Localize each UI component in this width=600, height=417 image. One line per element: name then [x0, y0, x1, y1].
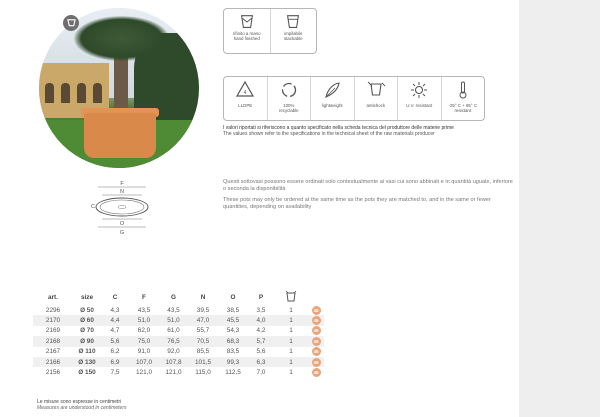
feature-hand-finished: rifinito a mano hand finished	[224, 9, 270, 53]
table-cell: 83,5	[226, 348, 240, 356]
table-cell: 54,3	[226, 327, 240, 335]
table-cell: 55,7	[196, 327, 210, 335]
table-cell	[308, 367, 324, 377]
header-pallet	[274, 289, 308, 305]
table-cell: Ø 70	[80, 327, 94, 335]
table-cell: 99,3	[218, 357, 248, 367]
table-cell: 2156	[45, 369, 61, 377]
sun-icon	[409, 80, 429, 100]
table-cell: Ø 130	[73, 357, 101, 367]
table-cell: 51,0	[159, 315, 188, 325]
table-cell: Ø 60	[73, 315, 101, 325]
table-cell: 91,0	[137, 348, 151, 356]
table-cell: 45,5	[218, 315, 248, 325]
feature-stackable: impilabile stackable	[270, 9, 317, 53]
table-cell	[308, 336, 324, 346]
feature-uv: U.V. resistant	[397, 77, 441, 120]
table-cell: 43,5	[167, 306, 180, 314]
price-badge: 45	[313, 370, 319, 376]
feature-antishock: antishock	[354, 77, 398, 120]
diagram-label-n: N	[120, 189, 124, 195]
pot-icon	[63, 15, 79, 31]
table-cell	[308, 315, 324, 325]
table-cell: 115,0	[195, 369, 211, 377]
table-cell: 92,0	[167, 348, 180, 356]
table-cell: 2296	[45, 306, 61, 314]
background-margin	[519, 0, 600, 417]
feature-material: 4 LLDPE	[224, 77, 267, 120]
header-f: F	[142, 293, 146, 301]
table-cell: 3,5	[256, 306, 266, 314]
table-cell: 4,3	[110, 306, 120, 314]
table-cell: 76,5	[159, 336, 188, 346]
thermometer-icon	[453, 80, 473, 100]
shockproof-icon	[366, 80, 386, 100]
table-cell: 4,2	[256, 327, 266, 335]
stack-pot-icon	[284, 13, 302, 31]
glazed-pot-icon	[238, 13, 256, 31]
measures-footer: Le misure sono espresse in centimetri Measures are understood in centimeters	[37, 399, 127, 411]
table-cell: 7,5	[110, 369, 120, 377]
price-badge: 45	[313, 359, 319, 365]
header-p: P	[258, 293, 264, 301]
table-cell: 5,6	[101, 336, 129, 346]
table-cell: 1	[274, 315, 308, 325]
table-cell: 61,0	[167, 327, 180, 335]
diagram-label-g: G	[119, 230, 125, 236]
table-cell	[308, 347, 324, 357]
table-cell: 6,3	[248, 357, 274, 367]
pallet-pot-icon	[284, 290, 298, 303]
materials-note: I valori riportati si riferiscono a quanto specificato nella scheda tecnica del produttore delle materie prime The values shown refer to the specifications in the technical sheet of the raw materials producer	[223, 125, 454, 137]
table-cell: 6,2	[110, 348, 120, 356]
table-cell: 2168	[33, 336, 73, 346]
table-cell: 43,5	[137, 306, 151, 314]
table-row	[33, 367, 324, 377]
table-cell: 1	[289, 306, 293, 314]
table-cell: Ø 150	[78, 369, 96, 377]
table-cell: 2169	[45, 327, 61, 335]
price-badge: 45	[313, 318, 319, 324]
table-cell: 5,6	[256, 348, 266, 356]
table-cell: 68,3	[218, 336, 248, 346]
table-cell: 4,7	[110, 327, 120, 335]
price-badge: 45	[313, 349, 319, 355]
table-row	[33, 347, 324, 357]
terracotta-pot	[84, 113, 156, 158]
diagram-label-f: F	[120, 181, 124, 187]
table-cell: 112,5	[225, 369, 241, 377]
table-cell	[308, 326, 324, 336]
feature-lightweight: lightweight	[310, 77, 354, 120]
diagram-label-o: O	[119, 221, 125, 227]
table-row	[33, 357, 324, 367]
table-cell: Ø 110	[78, 348, 96, 356]
table-cell: 1	[274, 357, 308, 367]
table-cell: 2167	[45, 348, 61, 356]
table-cell: Ø 50	[80, 306, 94, 314]
table-header-row	[33, 289, 324, 305]
table-cell: 1	[274, 336, 308, 346]
table-cell: 4,0	[248, 315, 274, 325]
table-cell: 1	[289, 369, 293, 377]
table-cell: 1	[289, 348, 293, 356]
table-cell: 85,5	[196, 348, 210, 356]
table-cell: 107,0	[129, 357, 159, 367]
table-cell	[308, 357, 324, 367]
table-row	[33, 315, 324, 325]
table-cell: 107,8	[159, 357, 188, 367]
table-cell	[308, 305, 324, 315]
table-cell: Ø 90	[73, 336, 101, 346]
feature-recyclable: 100% recyclable	[267, 77, 311, 120]
table-cell: 121,0	[165, 369, 182, 377]
recycle-arrows-icon	[279, 80, 299, 100]
feather-icon	[322, 80, 342, 100]
table-cell: 70,5	[188, 336, 218, 346]
table-cell: 51,0	[129, 315, 159, 325]
header-c: C	[112, 293, 118, 301]
table-cell: 4,4	[101, 315, 129, 325]
header-g: G	[171, 293, 176, 301]
table-cell: 5,7	[248, 336, 274, 346]
table-cell: 2170	[33, 315, 73, 325]
table-cell: 47,0	[188, 315, 218, 325]
price-badge: 45	[313, 307, 319, 313]
product-photo	[39, 8, 199, 168]
table-row	[33, 326, 324, 336]
table-cell: 62,0	[137, 327, 151, 335]
table-cell: 7,0	[256, 369, 266, 377]
recycle-ldpe-icon	[235, 80, 255, 100]
feature-temperature: -25° C + 85° C resistant	[441, 77, 485, 120]
header-n: N	[200, 293, 206, 301]
price-badge: 45	[313, 338, 319, 344]
order-description: Questi sottovasi possono essere ordinati solo contestualmente ai vasi cui sono abbinati e in quantità uguale, inferiore o seconda la disponibilità These pots may only be ordered at the same time as the pots they are matched to, and in the same or fewer quantities, depending on availability	[223, 179, 513, 210]
header-size: size	[80, 293, 94, 301]
table-cell: 39,5	[196, 306, 210, 314]
header-o: O	[230, 293, 236, 301]
table-cell: 38,5	[226, 306, 240, 314]
table-row	[33, 305, 324, 315]
svg-text:4: 4	[243, 90, 247, 96]
table-cell: 2166	[33, 357, 73, 367]
table-cell: 101,5	[188, 357, 218, 367]
table-cell: 121,0	[136, 369, 152, 377]
table-cell: 6,9	[101, 357, 129, 367]
features-top	[223, 8, 317, 54]
table-cell: 75,0	[129, 336, 159, 346]
price-badge: 45	[313, 328, 319, 334]
dimensions-table	[33, 289, 324, 378]
features-row	[223, 76, 485, 121]
saucer-diagram	[88, 178, 158, 236]
table-row	[33, 336, 324, 346]
palm-tree	[74, 16, 169, 61]
diagram-label-c: C	[91, 204, 95, 210]
table-cell: 1	[289, 327, 293, 335]
header-art: art.	[48, 293, 58, 301]
